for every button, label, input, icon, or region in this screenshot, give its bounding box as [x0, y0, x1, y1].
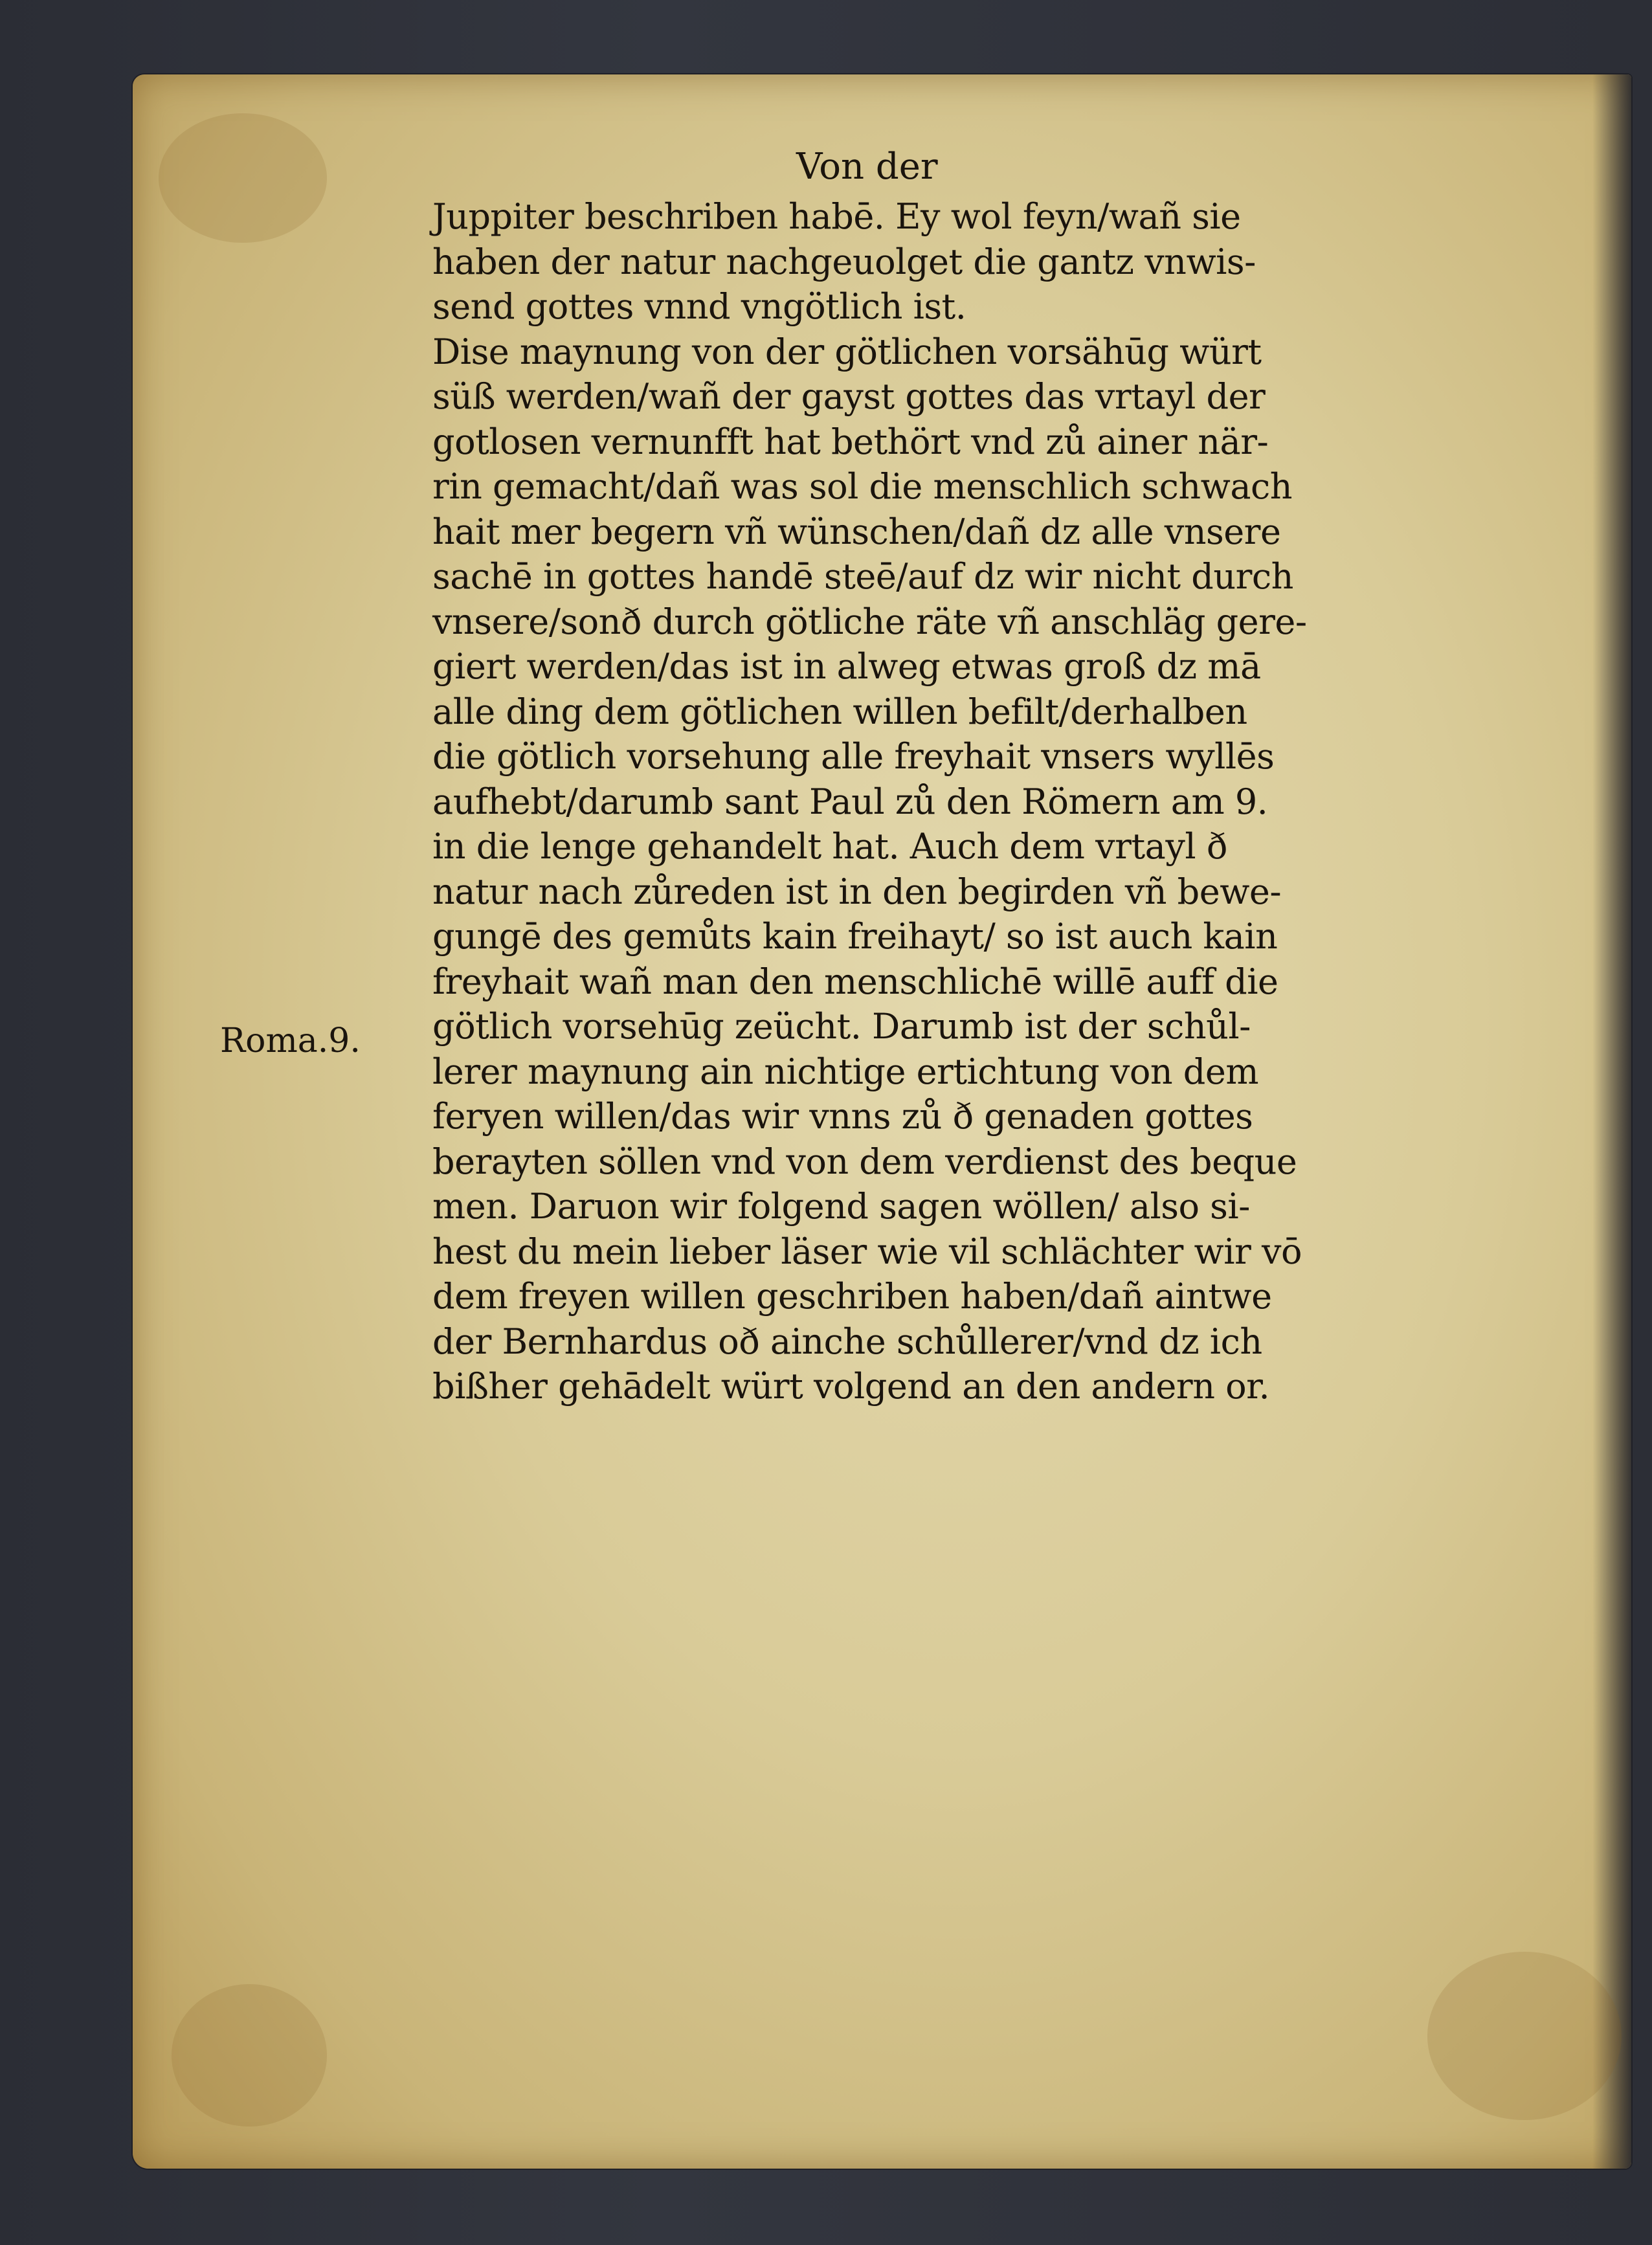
marginal-note: Roma.9. — [220, 1022, 361, 1060]
text-line: Juppiter beschriben habē. Ey wol feyn/wañ sie — [432, 196, 1241, 237]
text-line: berayten söllen vnd von dem verdienst des beque — [432, 1141, 1297, 1182]
text-line: gotlosen vernunfft hat bethört vnd zů ainer när- — [432, 421, 1269, 462]
text-line: hait mer begern vñ wünschen/dañ dz alle vnsere — [432, 511, 1281, 552]
text-block — [432, 194, 1549, 1409]
text-line: giert werden/das ist in alweg etwas groß dz mā — [432, 646, 1261, 687]
page-stain — [172, 1984, 327, 2127]
text-line: sachē in gottes handē steē/auf dz wir nicht durch — [432, 556, 1293, 597]
text-line: bißher gehādelt würt volgend an den andern or. — [432, 1366, 1270, 1407]
text-line: Dise maynung von der götlichen vorsähūg würt — [432, 331, 1262, 372]
running-head: Von der — [796, 146, 938, 188]
text-line: götlich vorsehūg zeücht. Darumb ist der schůl- — [432, 1006, 1251, 1047]
text-line: aufhebt/darumb sant Paul zů den Römern am 9. — [432, 781, 1268, 822]
text-line: rin gemacht/dañ was sol die menschlich schwach — [432, 466, 1293, 507]
text-line: die götlich vorsehung alle freyhait vnsers wyllēs — [432, 736, 1275, 777]
page-stain — [159, 113, 327, 243]
text-line: gungē des gemůts kain freihayt/ so ist auch kain — [432, 916, 1278, 957]
text-line: vnsere/sonð durch götliche räte vñ anschläg gere- — [432, 601, 1307, 642]
page-stain — [1427, 1952, 1622, 2120]
text-line: freyhait wañ man den menschlichē willē auff die — [432, 961, 1278, 1002]
text-line: hest du mein lieber läser wie vil schlächter wir vō — [432, 1231, 1302, 1272]
text-line: send gottes vnnd vngötlich ist. — [432, 286, 966, 327]
text-line: alle ding dem götlichen willen befilt/derhalben — [432, 691, 1247, 732]
text-line: der Bernhardus oð ainche schůllerer/vnd dz ich — [432, 1321, 1262, 1362]
page-gutter — [1592, 74, 1631, 2169]
text-line: men. Daruon wir folgend sagen wöllen/ also si- — [432, 1186, 1250, 1227]
text-line: dem freyen willen geschriben haben/dañ aintwe — [432, 1276, 1272, 1317]
text-line: feryen willen/das wir vnns zů ð genaden gottes — [432, 1096, 1253, 1137]
text-line: natur nach zůreden ist in den begirden vñ bewe- — [432, 871, 1282, 912]
text-line: haben der natur nachgeuolget die gantz vnwis- — [432, 241, 1256, 282]
text-line: süß werden/wañ der gayst gottes das vrtayl der — [432, 376, 1266, 417]
text-line: in die lenge gehandelt hat. Auch dem vrtayl ð — [432, 826, 1227, 867]
text-line: lerer maynung ain nichtige ertichtung von dem — [432, 1051, 1259, 1092]
